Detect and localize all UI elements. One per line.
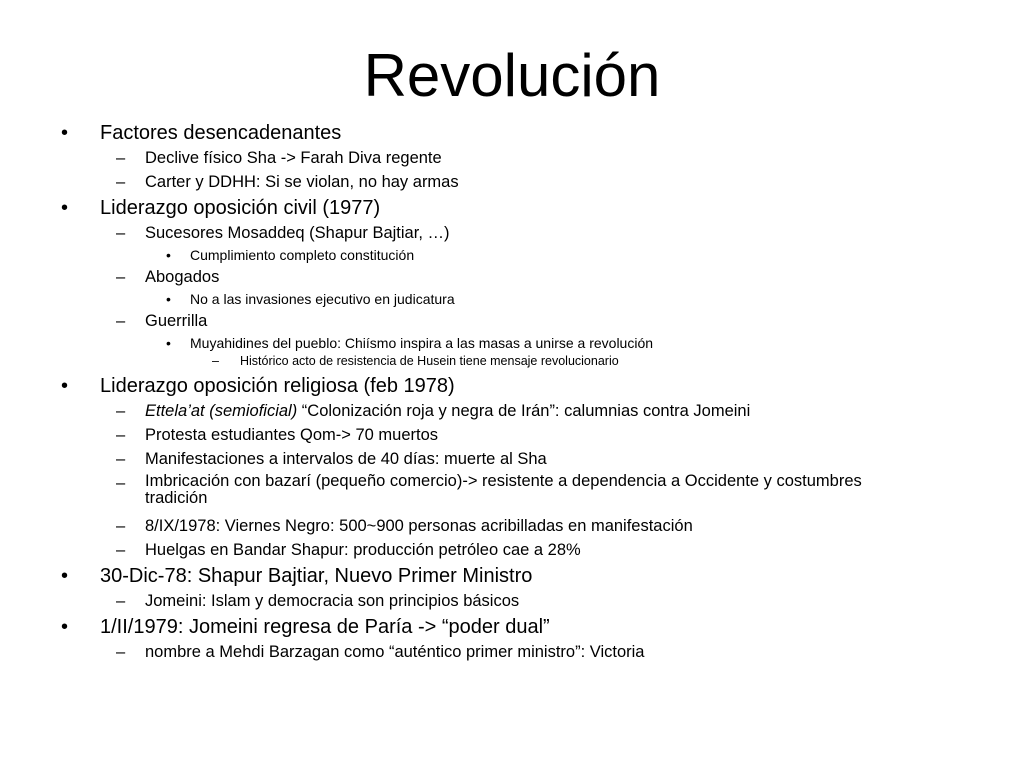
list-item-text: Imbricación con bazarí (pequeño comercio)-> resistente a dependencia a Occidente y costumbres tradición [145, 472, 862, 507]
list-item-text: Factores desencadenantes [100, 122, 342, 144]
dash-marker: – [116, 149, 126, 167]
list-item-text: Guerrilla [145, 312, 208, 330]
dash-marker: – [116, 402, 126, 420]
bullet-marker: • [166, 247, 171, 263]
list-item-text: 30-Dic-78: Shapur Bajtiar, Nuevo Primer Ministro [100, 565, 533, 587]
bullet-marker: • [61, 616, 69, 638]
list-item-text: Manifestaciones a intervalos de 40 días: muerte al Sha [145, 450, 547, 468]
dash-marker: – [116, 517, 126, 535]
slide-title: Revolución [363, 42, 661, 109]
list-item-text: Carter y DDHH: Si se violan, no hay armas [145, 173, 459, 191]
dash-marker: – [116, 592, 126, 610]
list-item-text: Liderazgo oposición religiosa (feb 1978) [100, 375, 455, 397]
list-item-text: Histórico acto de resistencia de Husein tiene mensaje revolucionario [240, 354, 619, 368]
list-item-text: Muyahidines del pueblo: Chiísmo inspira a las masas a unirse a revolución [190, 335, 654, 351]
list-item-text: 1/II/1979: Jomeini regresa de Paría -> “poder dual” [100, 616, 550, 638]
dash-marker: – [116, 450, 126, 468]
quote-text: “Colonización roja y negra de Irán”: calumnias contra Jomeini [297, 402, 751, 420]
list-item-text: 8/IX/1978: Viernes Negro: 500~900 personas acribilladas en manifestación [145, 517, 693, 535]
list-item-text: Liderazgo oposición civil (1977) [100, 197, 381, 219]
list-item-text [145, 401, 750, 421]
dash-marker: – [116, 224, 126, 242]
bullet-marker: • [166, 335, 171, 351]
dash-marker: – [116, 173, 126, 191]
dash-marker: – [116, 426, 126, 444]
bullet-marker: • [61, 565, 69, 587]
dash-marker: – [116, 312, 126, 330]
dash-marker: – [116, 643, 126, 661]
source-name: Ettela’at (semioficial) [145, 402, 298, 420]
list-item-text: Cumplimiento completo constitución [190, 247, 415, 263]
bullet-marker: • [166, 291, 171, 307]
list-item-text: Abogados [145, 268, 220, 286]
bullet-marker: • [61, 197, 69, 219]
bullet-marker: • [61, 375, 69, 397]
dash-marker: – [116, 474, 126, 492]
dash-marker: – [116, 268, 126, 286]
bullet-marker: • [61, 122, 69, 144]
list-item-text: No a las invasiones ejecutivo en judicatura [190, 291, 455, 307]
list-item-text: Declive físico Sha -> Farah Diva regente [145, 149, 442, 167]
list-item-text: nombre a Mehdi Barzagan como “auténtico primer ministro”: Victoria [145, 643, 645, 661]
dash-marker: – [116, 541, 126, 559]
dash-marker: – [212, 354, 219, 368]
list-item-text: Jomeini: Islam y democracia son principios básicos [145, 592, 520, 610]
list-item-text: Huelgas en Bandar Shapur: producción petróleo cae a 28% [145, 541, 581, 559]
list-item-text: Sucesores Mosaddeq (Shapur Bajtiar, …) [145, 224, 450, 242]
list-item-text: Protesta estudiantes Qom-> 70 muertos [145, 426, 439, 444]
